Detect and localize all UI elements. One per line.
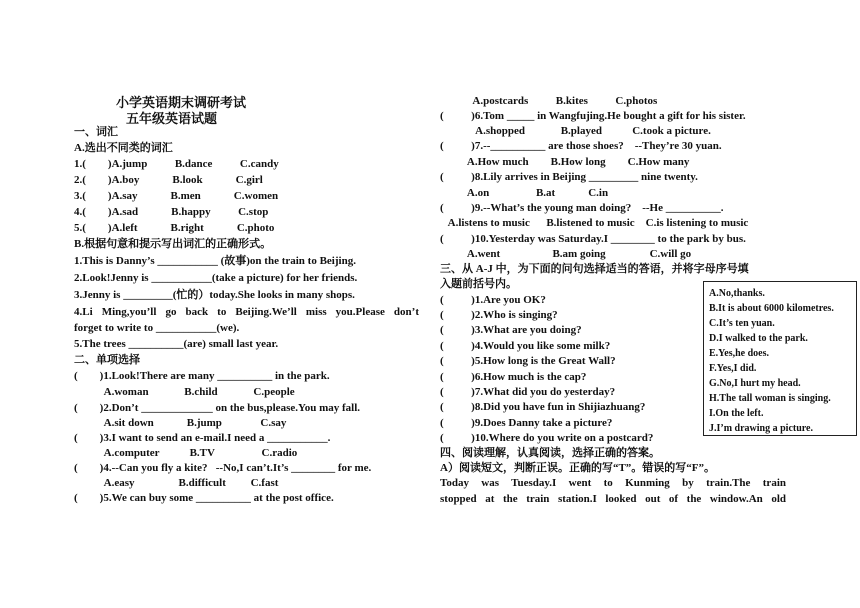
options-line: A.woman B.child C.people <box>74 386 295 398</box>
question-line: ( )6.How much is the cap? <box>440 371 587 383</box>
options-line: A.postcards B.kites C.photos <box>440 95 658 107</box>
question-line: 5.( )A.left B.right C.photo <box>74 222 275 234</box>
question-line: ( )1.Are you OK? <box>440 294 546 306</box>
question-line: ( )2.Don’t _____________ on the bus,please.You may fall. <box>74 402 361 414</box>
answer-option: B.It is about 6000 kilometres. <box>709 303 834 314</box>
question-line: 2.( )A.boy B.look C.girl <box>74 174 263 186</box>
exam-subtitle: 五年级英语试题 <box>126 111 218 126</box>
question-line: ( )9.--What’s the young man doing? --He __________. <box>440 202 724 214</box>
options-line: A.listens to music B.listened to music C.is listening to music <box>440 217 749 229</box>
question-line: ( )7.--__________ are those shoes? --They’re 30 yuan. <box>440 140 722 152</box>
question-line: ( )1.Look!There are many __________ in the park. <box>74 370 330 382</box>
options-line: A.on B.at C.in <box>440 187 609 199</box>
answer-option: H.The tall woman is singing. <box>709 393 831 404</box>
question-line: ( )3.What are you doing? <box>440 324 582 336</box>
options-line: A.How much B.How long C.How many <box>440 156 690 168</box>
question-line: ( )5.How long is the Great Wall? <box>440 355 616 367</box>
answer-option: I.On the left. <box>709 408 764 419</box>
question-line: ( )5.We can buy some __________ at the post office. <box>74 492 334 504</box>
question-line: ( )10.Where do you write on a postcard? <box>440 432 654 444</box>
answer-option: F.Yes,I did. <box>709 363 757 374</box>
options-line: A.computer B.TV C.radio <box>74 447 298 459</box>
options-line: A.sit down B.jump C.say <box>74 417 287 429</box>
answer-option: J.I’m drawing a picture. <box>709 423 813 434</box>
question-line: 3.( )A.say B.men C.women <box>74 190 279 202</box>
question-line: 4.Li Ming,you’ll go back to Beijing.We’ll miss you.Please don’t <box>74 306 419 318</box>
question-line: 2.Look!Jenny is ___________(take a picture) for her friends. <box>74 272 358 284</box>
exam-title: 小学英语期末调研考试 <box>116 95 247 110</box>
sub-heading: B.根据句意和提示写出词汇的正确形式。 <box>74 238 272 250</box>
question-line: ( )3.I want to send an e-mail.I need a ___________. <box>74 432 331 444</box>
question-line: 1.This is Danny’s ___________ (故事)on the train to Beijing. <box>74 255 356 267</box>
answer-option: E.Yes,he does. <box>709 348 770 359</box>
section-heading: 四、阅读理解，认真阅读，选择正确的答案。 <box>440 447 660 459</box>
answer-option: G.No,I hurt my head. <box>709 378 801 389</box>
options-line: A.went B.am going C.will go <box>440 248 692 260</box>
question-line: ( )7.What did you do yesterday? <box>440 386 616 398</box>
question-line: ( )8.Lily arrives in Beijing _________ nine twenty. <box>440 171 698 183</box>
question-line: ( )10.Yesterday was Saturday.I ________ to the park by bus. <box>440 233 746 245</box>
question-line: 1.( )A.jump B.dance C.candy <box>74 158 279 170</box>
question-line: ( )8.Did you have fun in Shijiazhuang? <box>440 401 646 413</box>
section-heading: 入题前括号内。 <box>440 278 517 290</box>
options-line: A.easy B.difficult C.fast <box>74 477 279 489</box>
passage-line: stopped at the train station.I looked out of the window.An old <box>440 493 786 505</box>
answer-option: A.No,thanks. <box>709 288 765 299</box>
sub-heading: A.选出不同类的词汇 <box>74 142 173 154</box>
question-line: ( )6.Tom _____ in Wangfujing.He bought a gift for his sister. <box>440 110 746 122</box>
answer-option: D.I walked to the park. <box>709 333 808 344</box>
question-line: forget to write to ___________(we). <box>74 322 240 334</box>
sub-heading: A）阅读短文，判断正误。正确的写“T”。错误的写“F”。 <box>440 462 715 474</box>
question-line: ( )2.Who is singing? <box>440 309 558 321</box>
question-line: ( )4.--Can you fly a kite? --No,I can’t.It’s ________ for me. <box>74 462 372 474</box>
question-line: 3.Jenny is _________(忙的）today.She looks in many shops. <box>74 289 355 301</box>
section-heading: 三、从 A-J 中，为下面的问句选择适当的答语，并将字母序号填 <box>440 263 749 275</box>
section-heading: 二、单项选择 <box>74 354 140 366</box>
passage-line: Today was Tuesday.I went to Kunming by train.The train <box>440 477 786 489</box>
question-line: 4.( )A.sad B.happy C.stop <box>74 206 269 218</box>
question-line: 5.The trees __________(are) small last year. <box>74 338 279 350</box>
question-line: ( )9.Does Danny take a picture? <box>440 417 613 429</box>
question-line: ( )4.Would you like some milk? <box>440 340 611 352</box>
answer-options-box <box>703 281 857 436</box>
section-heading: 一、词汇 <box>74 126 118 138</box>
options-line: A.shopped B.played C.took a picture. <box>440 125 711 137</box>
answer-option: C.It’s ten yuan. <box>709 318 775 329</box>
